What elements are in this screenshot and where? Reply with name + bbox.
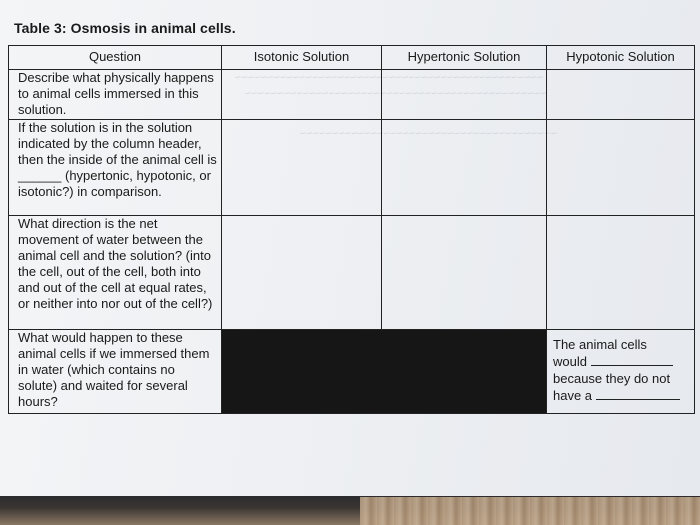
table-surface [360,497,700,525]
table-row [9,330,695,414]
header-hypertonic: Hypertonic Solution [382,46,547,70]
hypotonic-line-4 [553,387,690,404]
hypotonic-line-3: because they do not [553,371,671,386]
answer-cell-hypotonic[interactable] [547,120,695,216]
hypotonic-have-label: have a [553,388,593,403]
question-cell: Describe what physically happens to animal cells immersed in this solution. [9,70,222,120]
question-cell: What direction is the net movement of water between the animal cell and the solution? (into the cell, out of the cell, both into and out of the cell at equal rates, or neither into nor out of the cell?) [9,216,222,330]
osmosis-table [8,45,695,414]
answer-cell-hypotonic[interactable] [547,70,695,120]
answer-cell-hypertonic[interactable] [382,70,547,120]
answer-cell-hypertonic[interactable] [382,120,547,216]
header-question: Question [9,46,222,70]
header-row [9,46,695,70]
header-isotonic: Isotonic Solution [222,46,382,70]
table-row [9,120,695,216]
answer-cell-isotonic[interactable] [222,216,382,330]
show-through-text: ~~~~~~~~~~~~~~~~~~~~~~~~~~~~~~~~~~~~~~~~ [300,128,557,140]
fill-in-blank[interactable] [596,387,680,400]
table-title: Table 3: Osmosis in animal cells. [14,20,236,36]
fill-in-blank[interactable] [591,353,673,366]
answer-cell-hypotonic[interactable] [547,216,695,330]
question-cell: If the solution is in the solution indicated by the column header, then the inside of the animal cell is ______ (hypertonic, hypotonic, or isotonic?) in comparison. [9,120,222,216]
answer-cell-hypertonic[interactable] [382,216,547,330]
answer-cell-hypotonic [547,330,695,414]
header-hypotonic: Hypotonic Solution [547,46,695,70]
redacted-cell [222,330,547,414]
show-through-text: ~~~~~~~~~~~~~~~~~~~~~~~~~~~~~~~~~~~~~~~~~~~~~~~ [245,88,547,100]
table-row [9,70,695,120]
hypotonic-line-1: The animal cells [553,337,647,352]
question-cell: What would happen to these animal cells if we immersed them in water (which contains no solute) and waited for several hours? [9,330,222,414]
show-through-text: ~~~~~~~~~~~~~~~~~~~~~~~~~~~~~~~~~~~~~~~~~~~~~~~~ [235,72,544,84]
table-row [9,216,695,330]
answer-cell-isotonic[interactable] [222,70,382,120]
answer-cell-isotonic[interactable] [222,120,382,216]
hypotonic-line-2 [553,353,690,370]
hypotonic-would-label: would [553,354,587,369]
